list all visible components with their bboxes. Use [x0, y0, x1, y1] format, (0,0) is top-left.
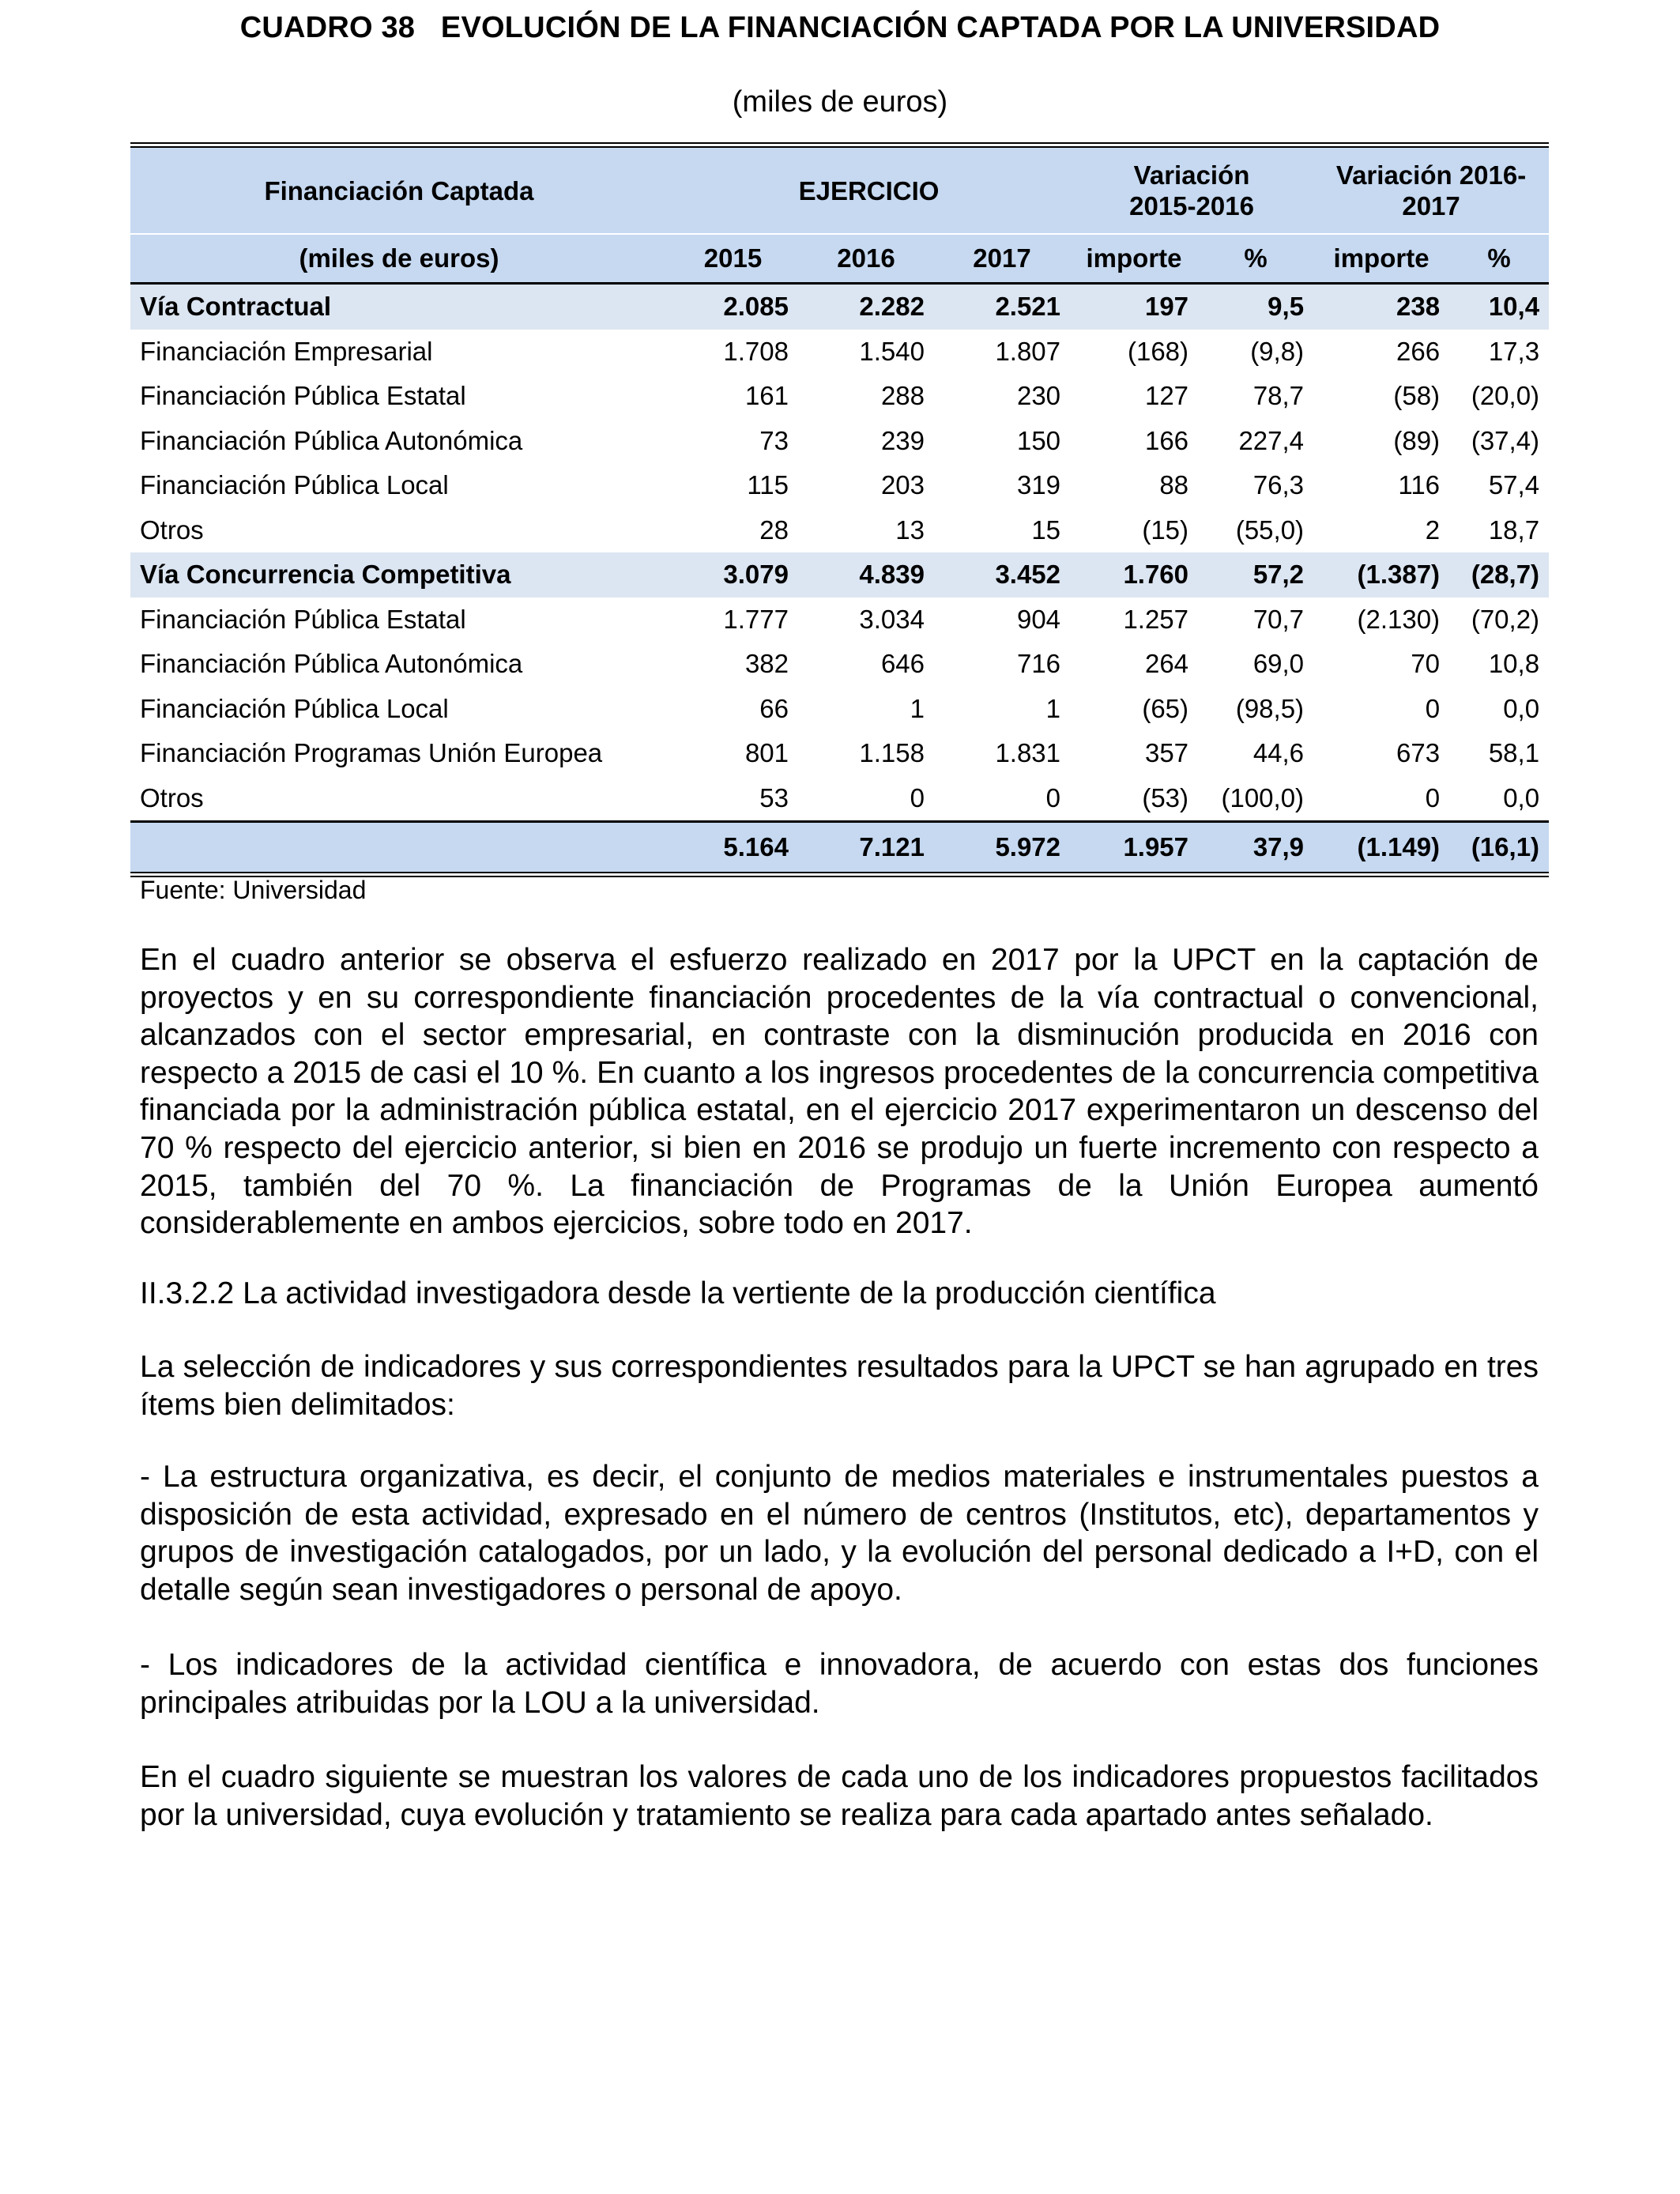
- paragraph-1: [140, 941, 1539, 1242]
- row-value: 18,7: [1488, 515, 1540, 545]
- row-value: 88: [1159, 470, 1189, 500]
- table-row: [130, 463, 1549, 508]
- row-value: 166: [1144, 425, 1189, 455]
- row-value: (1.387): [1313, 552, 1449, 598]
- row-label: Financiación Empresarial: [140, 336, 433, 366]
- row-value: 319: [1016, 470, 1061, 500]
- row-value: 53: [759, 782, 789, 812]
- row-value: 0,0: [1503, 693, 1540, 723]
- row-value: 127: [1144, 381, 1189, 411]
- row-value: 2: [1425, 515, 1441, 545]
- row-value: 150: [1016, 425, 1061, 455]
- table-row: [130, 330, 1549, 375]
- row-value: 238: [1313, 284, 1449, 330]
- row-value: 115: [747, 470, 789, 500]
- row-value: 230: [1016, 381, 1061, 411]
- row-value: 116: [1398, 470, 1441, 500]
- row-value: 10,8: [1488, 649, 1540, 679]
- row-value: 904: [1016, 604, 1061, 634]
- row-value: (100,0): [1221, 782, 1305, 812]
- row-value: 0: [910, 782, 925, 812]
- row-label: Otros: [140, 515, 204, 545]
- section-heading: II.3.2.2 La actividad investigadora desde la vertiente de la producción científica: [140, 1276, 1216, 1310]
- header-column: %: [1449, 234, 1549, 284]
- row-value: 203: [880, 470, 925, 500]
- paragraph-2-text: La selección de indicadores y sus correspondientes resultados para la UPCT se han agrupado en tres ítems bien delimitados:: [140, 1350, 1539, 1422]
- paragraph-1-text: En el cuadro anterior se observa el esfuerzo realizado en 2017 por la UPCT en la captación de proyectos y en su correspondiente financiación procedentes de la vía contractual o convencional, alcanzados con el sector empresarial, en contraste con la disminución producida en 2016 con respecto a 2015 de casi el 10 %. En cuanto a los ingresos procedentes de la concurrencia competitiva financiada por la administración pública estatal, en el ejercicio 2017 experimentaron un descenso del 70 % respecto del ejercicio anterior, si bien en 2016 se produjo un fuerte incremento con respecto a 2015, también del 70 %. La financiación de Programas de la Unión Europea aumentó considerablemente en ambos ejercicios, sobre todo en 2017.: [140, 943, 1539, 1241]
- row-value: 3.452: [934, 552, 1070, 598]
- row-value: 673: [1396, 738, 1441, 768]
- row-value: 382: [744, 649, 789, 679]
- table-row: [130, 731, 1549, 776]
- row-label: Financiación Pública Autonómica: [140, 425, 523, 455]
- table-subtitle: (miles de euros): [732, 85, 948, 119]
- total-label: [130, 822, 668, 873]
- financing-table: [130, 142, 1549, 877]
- row-value: 0,0: [1503, 782, 1540, 812]
- row-value: 227,4: [1238, 425, 1305, 455]
- row-value: 801: [744, 738, 789, 768]
- row-value: 10,4: [1449, 284, 1549, 330]
- row-label: Financiación Pública Local: [140, 470, 449, 500]
- row-value: (37,4): [1471, 425, 1540, 455]
- header-variation-2016-2017: Variación 2016-2017: [1313, 148, 1549, 234]
- row-value: 1: [1045, 693, 1061, 723]
- header-label: Financiación Captada: [130, 148, 668, 234]
- header-column: importe: [1070, 234, 1198, 284]
- row-value: 4.839: [798, 552, 934, 598]
- row-value: (58): [1393, 381, 1441, 411]
- paragraph-3-text: - La estructura organizativa, es decir, el conjunto de medios materiales e instrumentales puestos a disposición de esta actividad, expresado en el número de centros (Institutos, etc), departamentos y grupos de investigación catalogados, por un lado, y la evolución del personal dedicado a I+D, con el detalle según sean investigadores o personal de apoyo.: [140, 1460, 1539, 1607]
- table-row: [130, 687, 1549, 732]
- row-value: 9,5: [1198, 284, 1313, 330]
- paragraph-5-text: En el cuadro siguiente se muestran los valores de cada uno de los indicadores propuestos facilitados por la universidad, cuya evolución y tratamiento se realiza para cada apartado antes señalado.: [140, 1760, 1539, 1832]
- row-value: 15: [1031, 515, 1061, 545]
- paragraph-4: [140, 1646, 1539, 1721]
- table-number: CUADRO 38: [239, 11, 416, 44]
- row-value: (168): [1127, 336, 1189, 366]
- row-value: (15): [1142, 515, 1189, 545]
- row-value: 66: [759, 693, 789, 723]
- total-value: 5.972: [934, 822, 1070, 873]
- row-value: 161: [744, 381, 789, 411]
- row-value: 69,0: [1252, 649, 1305, 679]
- row-value: 716: [1016, 649, 1061, 679]
- paragraph-3: [140, 1458, 1539, 1608]
- table-row: [130, 776, 1549, 822]
- row-label: Financiación Pública Estatal: [140, 604, 466, 634]
- row-value: 288: [880, 381, 925, 411]
- total-value: (16,1): [1449, 822, 1549, 873]
- header-ejercicio: EJERCICIO: [668, 148, 1070, 234]
- table-row: [130, 508, 1549, 553]
- row-value: (20,0): [1471, 381, 1540, 411]
- row-value: 646: [880, 649, 925, 679]
- total-value: 1.957: [1070, 822, 1198, 873]
- paragraph-5: [140, 1759, 1539, 1834]
- row-value: 1: [910, 693, 925, 723]
- row-value: 57,2: [1198, 552, 1313, 598]
- row-value: 3.079: [668, 552, 798, 598]
- row-value: 70: [1411, 649, 1441, 679]
- table-body: [130, 284, 1549, 873]
- row-value: (98,5): [1235, 693, 1305, 723]
- row-label: Financiación Programas Unión Europea: [140, 738, 603, 768]
- row-value: (55,0): [1235, 515, 1305, 545]
- row-value: 17,3: [1488, 336, 1540, 366]
- row-value: 264: [1144, 649, 1189, 679]
- table-top-rule: [130, 142, 1549, 148]
- table-row: [130, 419, 1549, 464]
- row-value: 0: [1045, 782, 1061, 812]
- row-value: 357: [1144, 738, 1189, 768]
- total-row: [130, 822, 1549, 873]
- total-value: 5.164: [668, 822, 798, 873]
- row-value: 1.158: [859, 738, 925, 768]
- row-label: Otros: [140, 782, 204, 812]
- row-value: (70,2): [1471, 604, 1540, 634]
- row-value: 1.777: [723, 604, 789, 634]
- header-row-1: [130, 148, 1549, 234]
- paragraph-4-text: - Los indicadores de la actividad científica e innovadora, de acuerdo con estas dos funciones principales atribuidas por la LOU a la universidad.: [140, 1648, 1539, 1720]
- row-value: 1.807: [995, 336, 1061, 366]
- group-row: [130, 552, 1549, 598]
- row-value: 3.034: [859, 604, 925, 634]
- row-label: Financiación Pública Local: [140, 693, 449, 723]
- header-column: importe: [1313, 234, 1449, 284]
- row-value: 76,3: [1252, 470, 1305, 500]
- row-value: (28,7): [1449, 552, 1549, 598]
- row-label: Vía Concurrencia Competitiva: [130, 552, 668, 598]
- row-value: 2.282: [798, 284, 934, 330]
- row-label: Financiación Pública Estatal: [140, 381, 466, 411]
- row-value: (53): [1142, 782, 1189, 812]
- row-value: 0: [1425, 693, 1441, 723]
- row-value: 239: [880, 425, 925, 455]
- row-value: 57,4: [1488, 470, 1540, 500]
- row-value: 13: [895, 515, 925, 545]
- row-value: 0: [1425, 782, 1441, 812]
- group-row: [130, 284, 1549, 330]
- row-value: 73: [759, 425, 789, 455]
- table-source: Fuente: Universidad: [140, 876, 367, 904]
- row-value: 2.085: [668, 284, 798, 330]
- row-value: 44,6: [1252, 738, 1305, 768]
- row-value: 78,7: [1252, 381, 1305, 411]
- row-value: 58,1: [1488, 738, 1540, 768]
- row-value: (2.130): [1357, 604, 1441, 634]
- row-label: Financiación Pública Autonómica: [140, 649, 523, 679]
- row-value: 1.257: [1123, 604, 1189, 634]
- table-title: [0, 11, 1680, 45]
- header-variation-2015-2016: Variación 2015-2016: [1070, 148, 1313, 234]
- header-row-2: [130, 234, 1549, 284]
- row-value: 70,7: [1252, 604, 1305, 634]
- row-value: 28: [759, 515, 789, 545]
- table-title-text: EVOLUCIÓN DE LA FINANCIACIÓN CAPTADA POR LA UNIVERSIDAD: [440, 11, 1441, 44]
- row-value: 1.708: [723, 336, 789, 366]
- row-value: 2.521: [934, 284, 1070, 330]
- row-value: 1.831: [995, 738, 1061, 768]
- row-value: 1.760: [1070, 552, 1198, 598]
- row-value: (65): [1142, 693, 1189, 723]
- total-value: 37,9: [1198, 822, 1313, 873]
- total-value: (1.149): [1313, 822, 1449, 873]
- row-value: 266: [1396, 336, 1441, 366]
- header-column: %: [1198, 234, 1313, 284]
- header-column: 2016: [798, 234, 934, 284]
- row-value: 1.540: [859, 336, 925, 366]
- header-column: 2015: [668, 234, 798, 284]
- total-value: 7.121: [798, 822, 934, 873]
- table-row: [130, 642, 1549, 687]
- row-value: (89): [1393, 425, 1441, 455]
- table-row: [130, 374, 1549, 419]
- row-value: 197: [1070, 284, 1198, 330]
- table-row: [130, 598, 1549, 643]
- row-value: (9,8): [1250, 336, 1305, 366]
- paragraph-2: [140, 1348, 1539, 1423]
- header-column: 2017: [934, 234, 1070, 284]
- header-units: (miles de euros): [130, 234, 668, 284]
- row-label: Vía Contractual: [130, 284, 668, 330]
